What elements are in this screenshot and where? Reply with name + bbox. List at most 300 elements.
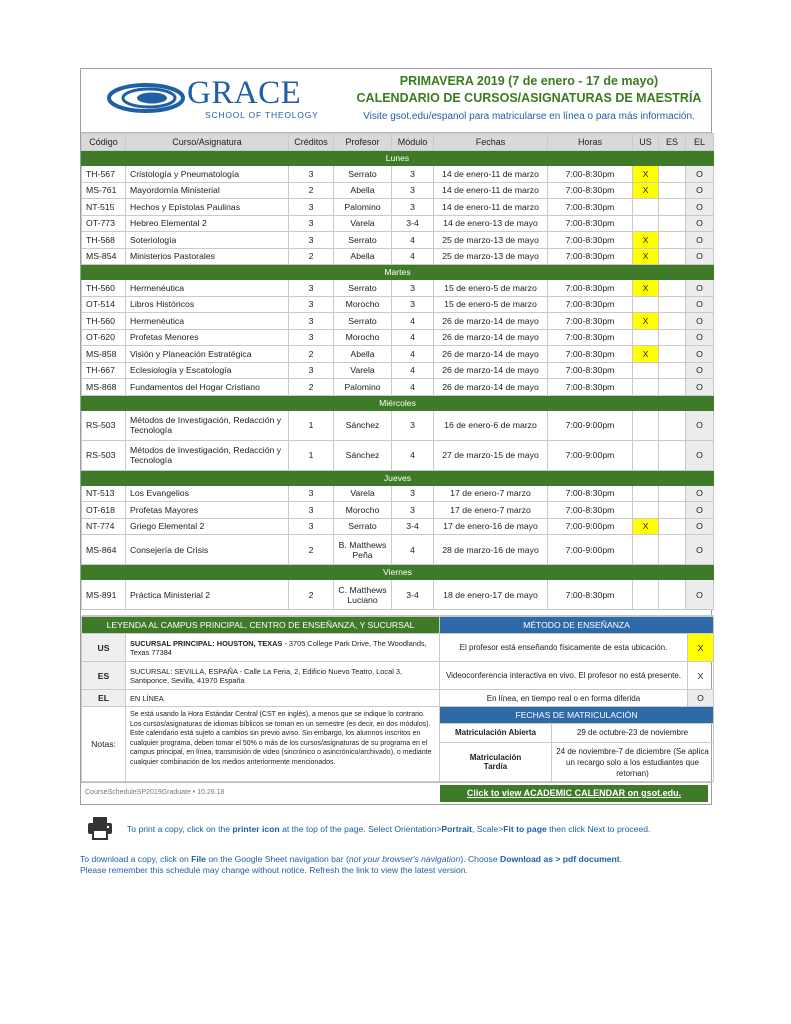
dl-t1: To download a copy, click on — [80, 854, 192, 864]
cell-el: O — [686, 410, 714, 440]
cell-prof: Morocho — [334, 329, 392, 346]
cell-us — [633, 440, 659, 470]
dl-t4: . — [619, 854, 622, 864]
print-t3: , Scale> — [471, 824, 504, 834]
cell-dates: 14 de enero-11 de marzo — [434, 166, 548, 183]
day-label: Viernes — [82, 565, 714, 580]
method-el-mark: O — [688, 690, 714, 707]
title-block — [349, 73, 709, 122]
cell-es — [659, 280, 686, 297]
cell-el: O — [686, 199, 714, 216]
cell-el: O — [686, 182, 714, 199]
dl-b1: File — [191, 854, 206, 864]
cell-es — [659, 199, 686, 216]
cell-code: MS-761 — [82, 182, 126, 199]
cell-course: Fundamentos del Hogar Cristiano — [126, 379, 289, 396]
download-line-2: Please remember this schedule may change without notice. Refresh the link to view the latest version. — [80, 865, 468, 875]
cell-hours: 7:00-8:30pm — [548, 248, 633, 265]
method-us-mark: X — [688, 634, 714, 662]
day-label: Lunes — [82, 151, 714, 166]
download-line-1 — [80, 854, 720, 865]
table-row — [82, 580, 714, 610]
legend-es-text: SUCURSAL: SEVILLA, ESPAÑA - Calle La Feria, 2, Edificio Nuevo Teatro, Local 3, Santiponce, Sevilla, 41970 España — [126, 662, 440, 690]
legend-us-address: - 3705 College Park Drive, The Woodlands, Texas 77384 — [130, 638, 427, 657]
cell-course: Soteriología — [126, 232, 289, 249]
table-row — [82, 313, 714, 330]
cell-us: X — [633, 280, 659, 297]
cell-course: Mayordomía Ministerial — [126, 182, 289, 199]
cell-us — [633, 379, 659, 396]
cell-us — [633, 535, 659, 565]
cell-el: O — [686, 248, 714, 265]
cell-el: O — [686, 362, 714, 379]
cell-prof: Abella — [334, 346, 392, 363]
cell-prof: C. Matthews Luciano — [334, 580, 392, 610]
logo-swirl-icon — [107, 81, 185, 115]
legend-code-us: US — [82, 634, 126, 662]
cell-el: O — [686, 166, 714, 183]
cell-credits: 3 — [289, 485, 334, 502]
cell-prof: Serrato — [334, 232, 392, 249]
title-calendar: CALENDARIO DE CURSOS/ASIGNATURAS DE MAESTRÍA — [356, 91, 702, 105]
table-row — [82, 485, 714, 502]
cell-code: TH-567 — [82, 166, 126, 183]
cell-code: RS-503 — [82, 440, 126, 470]
cell-hours: 7:00-8:30pm — [548, 232, 633, 249]
cell-module: 3 — [392, 199, 434, 216]
cell-dates: 26 de marzo-14 de mayo — [434, 329, 548, 346]
schedule-sheet — [80, 68, 712, 805]
cell-course: Práctica Ministerial 2 — [126, 580, 289, 610]
cell-us: X — [633, 232, 659, 249]
day-row — [82, 565, 714, 580]
cell-el: O — [686, 280, 714, 297]
day-row — [82, 151, 714, 166]
cell-us: X — [633, 166, 659, 183]
notes-label: Notas: — [82, 707, 126, 782]
cell-dates: 14 de enero-13 de mayo — [434, 215, 548, 232]
cell-us: X — [633, 313, 659, 330]
cell-module: 3 — [392, 280, 434, 297]
grace-logo — [107, 75, 337, 123]
column-header: Horas — [548, 134, 633, 151]
cell-course: Hechos y Epístolas Paulinas — [126, 199, 289, 216]
column-header: EL — [686, 134, 714, 151]
legend-table — [81, 616, 714, 782]
cell-module: 4 — [392, 329, 434, 346]
cell-course: Profetas Mayores — [126, 502, 289, 519]
day-label: Miércoles — [82, 395, 714, 410]
table-header-row — [82, 134, 714, 151]
cell-credits: 3 — [289, 199, 334, 216]
cell-course: Hermenéutica — [126, 280, 289, 297]
cell-credits: 3 — [289, 502, 334, 519]
enroll-late-value: 24 de noviembre-7 de diciembre (Se aplica un recargo solo a los estudiantes que retornan) — [556, 746, 709, 778]
print-t4: then click Next to proceed. — [546, 824, 651, 834]
cell-prof: Abella — [334, 248, 392, 265]
cell-us — [633, 580, 659, 610]
cell-credits: 3 — [289, 518, 334, 535]
cell-credits: 2 — [289, 580, 334, 610]
cell-prof: Sánchez — [334, 440, 392, 470]
day-label: Martes — [82, 265, 714, 280]
cell-prof: Palomino — [334, 379, 392, 396]
cell-hours: 7:00-8:30pm — [548, 199, 633, 216]
cell-dates: 17 de enero-7 marzo — [434, 485, 548, 502]
cell-hours: 7:00-8:30pm — [548, 313, 633, 330]
cell-course: Métodos de Investigación, Redacción y Tecnología — [126, 440, 289, 470]
cell-es — [659, 362, 686, 379]
cell-code: NT-515 — [82, 199, 126, 216]
print-t2: at the top of the page. Select Orientation> — [279, 824, 442, 834]
table-row — [82, 502, 714, 519]
cell-us: X — [633, 518, 659, 535]
cell-code: TH-560 — [82, 313, 126, 330]
table-row — [82, 296, 714, 313]
legend-us-bold: SUCURSAL PRINCIPAL: HOUSTON, TEXAS — [130, 638, 283, 648]
cell-hours: 7:00-8:30pm — [548, 379, 633, 396]
cell-dates: 28 de marzo-16 de mayo — [434, 535, 548, 565]
table-row — [82, 518, 714, 535]
academic-calendar-link[interactable]: Click to view ACADEMIC CALENDAR on gsot.edu. — [440, 785, 708, 802]
cell-module: 3-4 — [392, 518, 434, 535]
notes-text: Se está usando la Hora Estándar Central (CST en inglés), a menos que se indique lo contrario. Los cursos/asignaturas de idiomas bíblicos se toman en un semestre (es decir, en dos módulos). Este calendario está sujeto a cambios sin previo aviso. Sin embargo, los alumnos inscritos en cualquier programa, deben tomar el 50% o más de los cursos/asignaturas de su programa en el campus principal, en línea, transmisión de video (sincrónico o asincrónico/archivado), o mediante cualquier combinación de los medios anteriormente mencionados. — [126, 707, 440, 782]
cell-dates: 26 de marzo-14 de mayo — [434, 379, 548, 396]
enroll-open-row — [440, 724, 714, 743]
cell-el: O — [686, 440, 714, 470]
cell-module: 3 — [392, 166, 434, 183]
day-row — [82, 265, 714, 280]
cell-es — [659, 580, 686, 610]
cell-module: 4 — [392, 535, 434, 565]
print-b1: printer icon — [232, 824, 280, 834]
cell-hours: 7:00-8:30pm — [548, 166, 633, 183]
table-row — [82, 199, 714, 216]
cell-prof: B. Matthews Peña — [334, 535, 392, 565]
cell-dates: 16 de enero-6 de marzo — [434, 410, 548, 440]
cell-course: Cristología y Pneumatología — [126, 166, 289, 183]
method-es-mark: X — [688, 662, 714, 690]
print-instructions — [87, 814, 727, 844]
cell-us — [633, 502, 659, 519]
cell-code: MS-891 — [82, 580, 126, 610]
dl-b2: Download as > pdf document — [500, 854, 620, 864]
cell-es — [659, 379, 686, 396]
legend-code-el: EL — [82, 690, 126, 707]
cell-prof: Varela — [334, 215, 392, 232]
cell-dates: 17 de enero-7 marzo — [434, 502, 548, 519]
cell-module: 4 — [392, 362, 434, 379]
cell-course: Visión y Planeación Estratégica — [126, 346, 289, 363]
cell-code: MS-868 — [82, 379, 126, 396]
cell-hours: 7:00-8:30pm — [548, 362, 633, 379]
cell-credits: 3 — [289, 215, 334, 232]
table-row — [82, 346, 714, 363]
column-header: ES — [659, 134, 686, 151]
table-row — [82, 182, 714, 199]
cell-us: X — [633, 248, 659, 265]
cell-credits: 3 — [289, 232, 334, 249]
cell-module: 3-4 — [392, 215, 434, 232]
cell-course: Métodos de Investigación, Redacción y Tecnología — [126, 410, 289, 440]
method-es-text: Videoconferencia interactiva en vivo. El profesor no está presente. — [440, 662, 688, 690]
cell-module: 3 — [392, 182, 434, 199]
cell-credits: 3 — [289, 296, 334, 313]
cell-hours: 7:00-9:00pm — [548, 410, 633, 440]
cell-code: MS-858 — [82, 346, 126, 363]
cell-es — [659, 535, 686, 565]
cell-module: 3 — [392, 410, 434, 440]
cell-es — [659, 215, 686, 232]
footer-version: CourseScheduleSP2019Graduate • 10.26.18 — [85, 789, 225, 796]
cell-el: O — [686, 580, 714, 610]
legend-el-text: EN LÍNEA — [126, 690, 440, 707]
cell-el: O — [686, 485, 714, 502]
cell-us: X — [633, 182, 659, 199]
cell-module: 3-4 — [392, 580, 434, 610]
cell-module: 4 — [392, 232, 434, 249]
enroll-late-label: Matriculación Tardía — [440, 743, 552, 781]
cell-prof: Varela — [334, 485, 392, 502]
cell-el: O — [686, 535, 714, 565]
cell-credits: 3 — [289, 280, 334, 297]
cell-code: NT-513 — [82, 485, 126, 502]
cell-credits: 3 — [289, 313, 334, 330]
cell-module: 4 — [392, 313, 434, 330]
cell-credits: 1 — [289, 440, 334, 470]
method-el-text: En línea, en tiempo real o en forma diferida — [440, 690, 688, 707]
cell-dates: 15 de enero-5 de marzo — [434, 296, 548, 313]
cell-course: Consejería de Crisis — [126, 535, 289, 565]
cell-course: Libros Históricos — [126, 296, 289, 313]
enroll-late-row — [440, 743, 714, 782]
cell-code: OT-620 — [82, 329, 126, 346]
cell-module: 4 — [392, 379, 434, 396]
cell-hours: 7:00-8:30pm — [548, 182, 633, 199]
cell-code: TH-560 — [82, 280, 126, 297]
download-instructions — [80, 854, 720, 876]
legend-us-text — [126, 634, 440, 662]
cell-es — [659, 296, 686, 313]
cell-el: O — [686, 215, 714, 232]
table-row — [82, 410, 714, 440]
enroll-title: FECHAS DE MATRICULACIÓN — [440, 707, 714, 724]
cell-dates: 26 de marzo-14 de mayo — [434, 313, 548, 330]
dl-t3: ). Choose — [460, 854, 500, 864]
cell-dates: 26 de marzo-14 de mayo — [434, 362, 548, 379]
dl-t2: on the Google Sheet navigation bar ( — [205, 854, 349, 864]
cell-code: TH-568 — [82, 232, 126, 249]
cell-es — [659, 166, 686, 183]
cell-dates: 17 de enero-16 de mayo — [434, 518, 548, 535]
spacer-cell — [82, 610, 714, 616]
column-header: Créditos — [289, 134, 334, 151]
cell-credits: 2 — [289, 248, 334, 265]
cell-el: O — [686, 379, 714, 396]
logo-name: GRACE — [187, 75, 302, 111]
cell-dates: 27 de marzo-15 de mayo — [434, 440, 548, 470]
cell-es — [659, 410, 686, 440]
cell-el: O — [686, 518, 714, 535]
cell-module: 4 — [392, 346, 434, 363]
cell-course: Ministerios Pastorales — [126, 248, 289, 265]
cell-code: OT-773 — [82, 215, 126, 232]
cell-course: Eclesiología y Escatología — [126, 362, 289, 379]
logo-subtitle: SCHOOL OF THEOLOGY — [205, 110, 319, 120]
legend-code-es: ES — [82, 662, 126, 690]
cell-course: Hermenéutica — [126, 313, 289, 330]
cell-es — [659, 329, 686, 346]
cell-hours: 7:00-9:00pm — [548, 518, 633, 535]
table-row — [82, 379, 714, 396]
cell-credits: 3 — [289, 329, 334, 346]
column-header: Curso/Asignatura — [126, 134, 289, 151]
cell-el: O — [686, 313, 714, 330]
cell-course: Griego Elemental 2 — [126, 518, 289, 535]
cell-credits: 1 — [289, 410, 334, 440]
cell-dates: 25 de marzo-13 de mayo — [434, 248, 548, 265]
column-header: Profesor — [334, 134, 392, 151]
cell-dates: 15 de enero-5 de marzo — [434, 280, 548, 297]
method-us-text: El profesor está enseñando físicamente de esta ubicación. — [440, 634, 688, 662]
cell-prof: Serrato — [334, 280, 392, 297]
cell-es — [659, 182, 686, 199]
cell-us — [633, 296, 659, 313]
cell-hours: 7:00-9:00pm — [548, 440, 633, 470]
cell-credits: 2 — [289, 182, 334, 199]
table-row — [82, 166, 714, 183]
cell-module: 3 — [392, 296, 434, 313]
cell-prof: Morocho — [334, 296, 392, 313]
cell-prof: Palomino — [334, 199, 392, 216]
cell-dates: 14 de enero-11 de marzo — [434, 199, 548, 216]
cell-prof: Morocho — [334, 502, 392, 519]
cell-module: 3 — [392, 485, 434, 502]
cell-prof: Abella — [334, 182, 392, 199]
cell-es — [659, 518, 686, 535]
cell-el: O — [686, 502, 714, 519]
table-row — [82, 440, 714, 470]
cell-prof: Serrato — [334, 313, 392, 330]
enroll-open-label: Matriculación Abierta — [440, 724, 552, 742]
cell-module: 3 — [392, 502, 434, 519]
dl-i1: not your browser's navigation — [348, 854, 461, 864]
table-row — [82, 535, 714, 565]
spacer-row — [82, 610, 714, 616]
cell-es — [659, 485, 686, 502]
cell-el: O — [686, 296, 714, 313]
cell-code: OT-618 — [82, 502, 126, 519]
table-row — [82, 248, 714, 265]
table-row — [82, 362, 714, 379]
title-term: PRIMAVERA 2019 (7 de enero - 17 de mayo) — [399, 74, 659, 88]
cell-us — [633, 329, 659, 346]
day-label: Jueves — [82, 470, 714, 485]
cell-us — [633, 199, 659, 216]
column-header: US — [633, 134, 659, 151]
schedule-header — [81, 69, 711, 133]
cell-prof: Varela — [334, 362, 392, 379]
cell-prof: Serrato — [334, 166, 392, 183]
cell-dates: 26 de marzo-14 de mayo — [434, 346, 548, 363]
cell-es — [659, 346, 686, 363]
day-row — [82, 395, 714, 410]
enroll-open-value: 29 de octubre-23 de noviembre — [576, 728, 689, 737]
cell-es — [659, 232, 686, 249]
cell-el: O — [686, 346, 714, 363]
cell-el: O — [686, 329, 714, 346]
cell-hours: 7:00-8:30pm — [548, 215, 633, 232]
cell-es — [659, 313, 686, 330]
cell-credits: 2 — [289, 535, 334, 565]
cell-hours: 7:00-8:30pm — [548, 329, 633, 346]
cell-hours: 7:00-8:30pm — [548, 346, 633, 363]
table-row — [82, 232, 714, 249]
column-header: Código — [82, 134, 126, 151]
printer-icon[interactable] — [87, 816, 113, 840]
cell-es — [659, 502, 686, 519]
cell-code: RS-503 — [82, 410, 126, 440]
column-header: Fechas — [434, 134, 548, 151]
cell-us — [633, 362, 659, 379]
cell-code: TH-667 — [82, 362, 126, 379]
cell-prof: Serrato — [334, 518, 392, 535]
day-row — [82, 470, 714, 485]
cell-hours: 7:00-8:30pm — [548, 485, 633, 502]
cell-hours: 7:00-8:30pm — [548, 502, 633, 519]
method-title: MÉTODO DE ENSEÑANZA — [440, 617, 714, 634]
table-row — [82, 215, 714, 232]
cell-dates: 14 de enero-11 de marzo — [434, 182, 548, 199]
column-header: Módulo — [392, 134, 434, 151]
cell-hours: 7:00-9:00pm — [548, 535, 633, 565]
table-row — [82, 280, 714, 297]
cell-el: O — [686, 232, 714, 249]
cell-es — [659, 440, 686, 470]
course-table — [81, 133, 714, 616]
table-row — [82, 329, 714, 346]
cell-course: Profetas Menores — [126, 329, 289, 346]
sheet-footer — [81, 782, 711, 804]
cell-course: Los Evangelios — [126, 485, 289, 502]
cell-us: X — [633, 346, 659, 363]
cell-credits: 3 — [289, 362, 334, 379]
cell-es — [659, 248, 686, 265]
cell-code: OT-514 — [82, 296, 126, 313]
cell-dates: 25 de marzo-13 de mayo — [434, 232, 548, 249]
cell-module: 4 — [392, 248, 434, 265]
cell-us — [633, 485, 659, 502]
print-t1: To print a copy, click on the — [127, 824, 233, 834]
cell-code: MS-864 — [82, 535, 126, 565]
cell-code: MS-854 — [82, 248, 126, 265]
print-b2: Portrait — [441, 824, 472, 834]
print-b3: Fit to page — [503, 824, 547, 834]
print-text — [127, 824, 650, 834]
legend-title: LEYENDA AL CAMPUS PRINCIPAL, CENTRO DE ENSEÑANZA, Y SUCURSAL — [82, 617, 440, 634]
cell-hours: 7:00-8:30pm — [548, 280, 633, 297]
cell-hours: 7:00-8:30pm — [548, 580, 633, 610]
cell-course: Hebreo Elemental 2 — [126, 215, 289, 232]
cell-code: NT-774 — [82, 518, 126, 535]
cell-us — [633, 215, 659, 232]
cell-prof: Sánchez — [334, 410, 392, 440]
cell-hours: 7:00-8:30pm — [548, 296, 633, 313]
cell-module: 4 — [392, 440, 434, 470]
title-website-note[interactable]: Visite gsot.edu/espanol para matricularse en línea o para más información. — [363, 111, 695, 122]
cell-dates: 18 de enero-17 de mayo — [434, 580, 548, 610]
cell-credits: 2 — [289, 346, 334, 363]
